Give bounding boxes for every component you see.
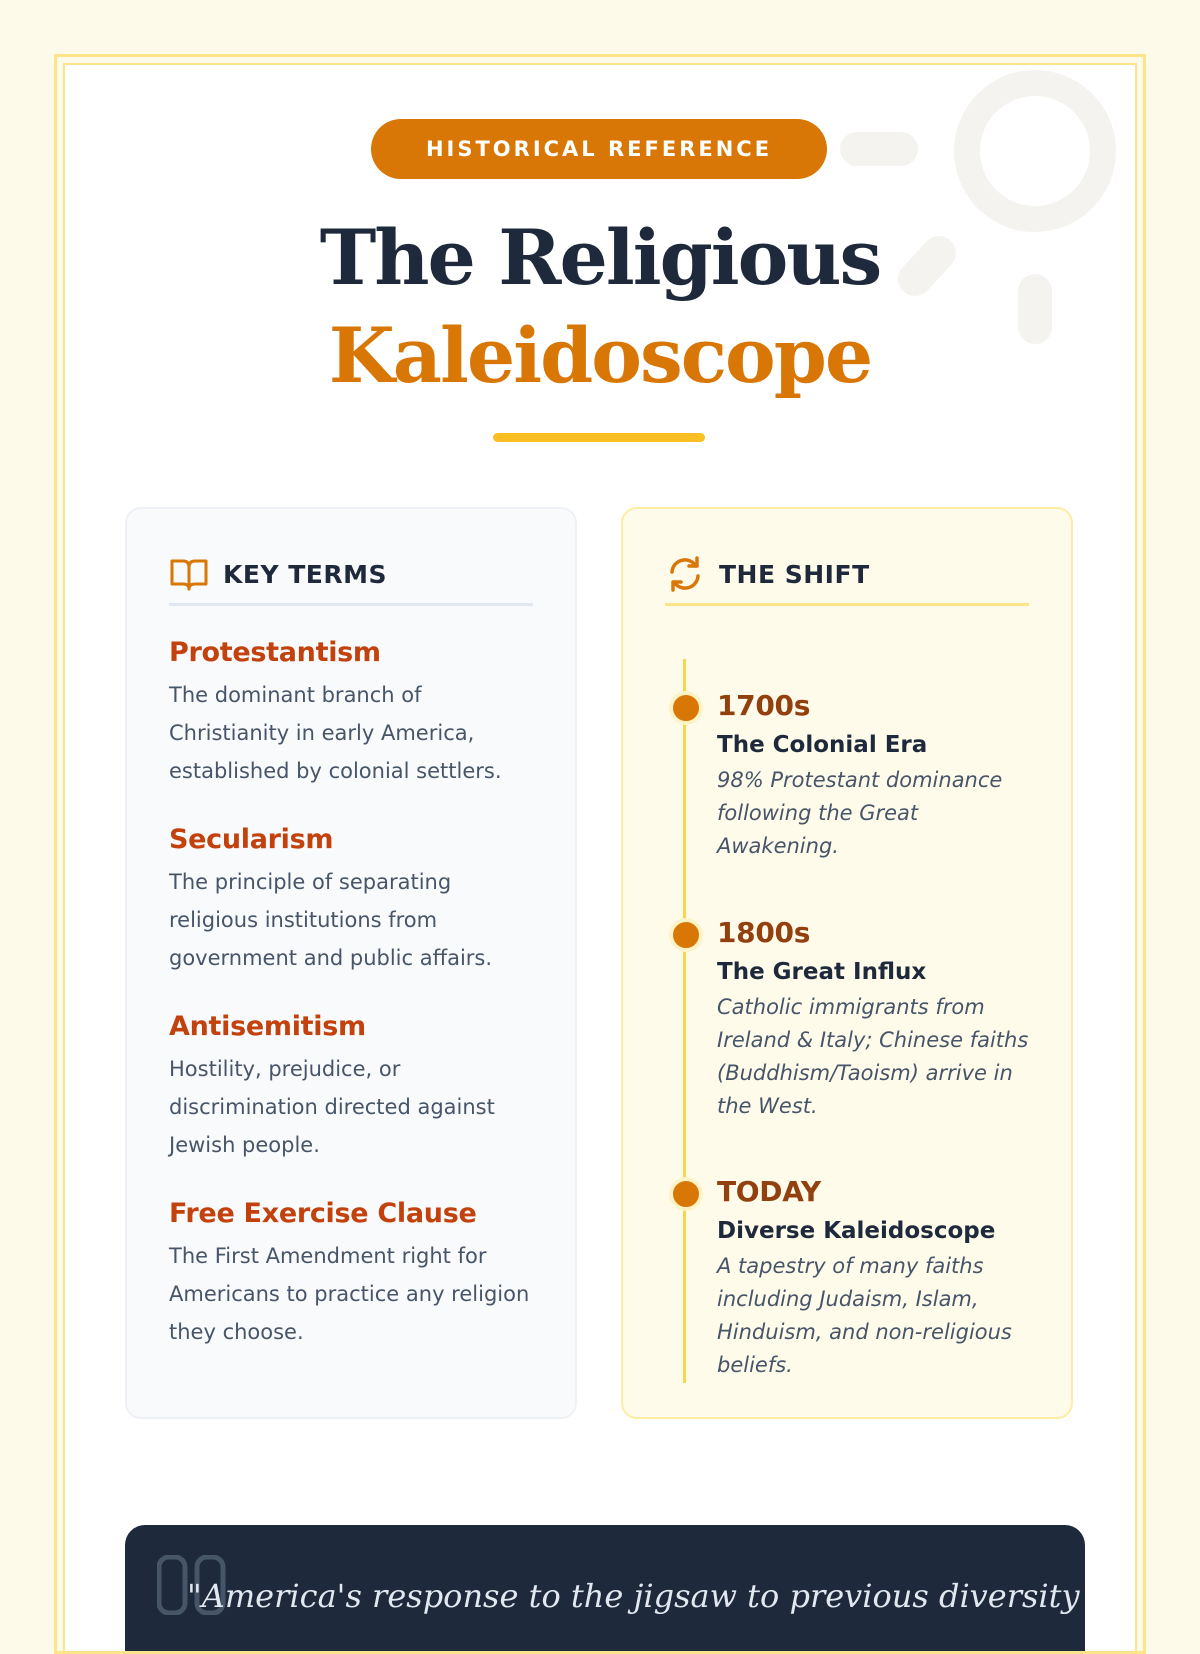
term-item [169,1011,545,1164]
timeline-title: The Colonial Era [717,732,928,758]
key-terms-card [125,507,577,1419]
category-badge: HISTORICAL REFERENCE [371,119,827,179]
term-definition: The principle of separating religious institutions from government and public affairs. [169,870,493,970]
shift-header [665,545,1029,606]
timeline-dot [669,918,703,952]
refresh-cycle-icon [665,554,705,594]
timeline-title: The Great Influx [717,959,927,985]
timeline-description: Catholic immigrants from Ireland & Italy; Chinese faiths (Buddhism/Taoism) arrive in the West. [717,995,1029,1118]
book-open-icon [169,554,209,594]
page-title-line-1: The Religious [319,213,881,302]
term-definition: Hostility, prejudice, or discrimination directed against Jewish people. [169,1057,495,1157]
timeline-dot [669,691,703,725]
term-item [169,1198,545,1351]
timeline-era: TODAY [717,1175,821,1208]
term-name: Protestantism [169,637,381,668]
term-definition: The First Amendment right for Americans to practice any religion they choose. [169,1244,530,1344]
shift-card [621,507,1073,1419]
quote-block [125,1525,1085,1651]
page-frame [54,54,1146,1654]
timeline-title: Diverse Kaleidoscope [717,1218,996,1244]
timeline-description: 98% Protestant dominance following the Great Awakening. [717,768,1003,858]
page-title-line-2: Kaleidoscope [328,311,872,400]
timeline-item [717,689,1043,863]
timeline-item [717,916,1043,1123]
content-sheet [63,63,1137,1651]
shift-heading: THE SHIFT [719,559,870,589]
term-name: Free Exercise Clause [169,1198,477,1229]
timeline-item [717,1175,1043,1382]
term-name: Secularism [169,824,334,855]
term-definition: The dominant branch of Christianity in early America, established by colonial settlers. [169,683,502,783]
title-underline [493,433,705,442]
term-item [169,824,545,977]
timeline-dot [669,1177,703,1211]
term-name: Antisemitism [169,1011,366,1042]
key-terms-heading: KEY TERMS [223,559,388,589]
term-item [169,637,545,790]
key-terms-header [169,545,533,606]
timeline-description: A tapestry of many faiths including Judaism, Islam, Hinduism, and non-religious beliefs. [717,1254,1012,1377]
timeline-era: 1800s [717,916,811,949]
timeline-era: 1700s [717,689,811,722]
quote-text: "America's response to the jigsaw to previous diversity [187,1577,1080,1615]
timeline-line [683,659,686,1383]
